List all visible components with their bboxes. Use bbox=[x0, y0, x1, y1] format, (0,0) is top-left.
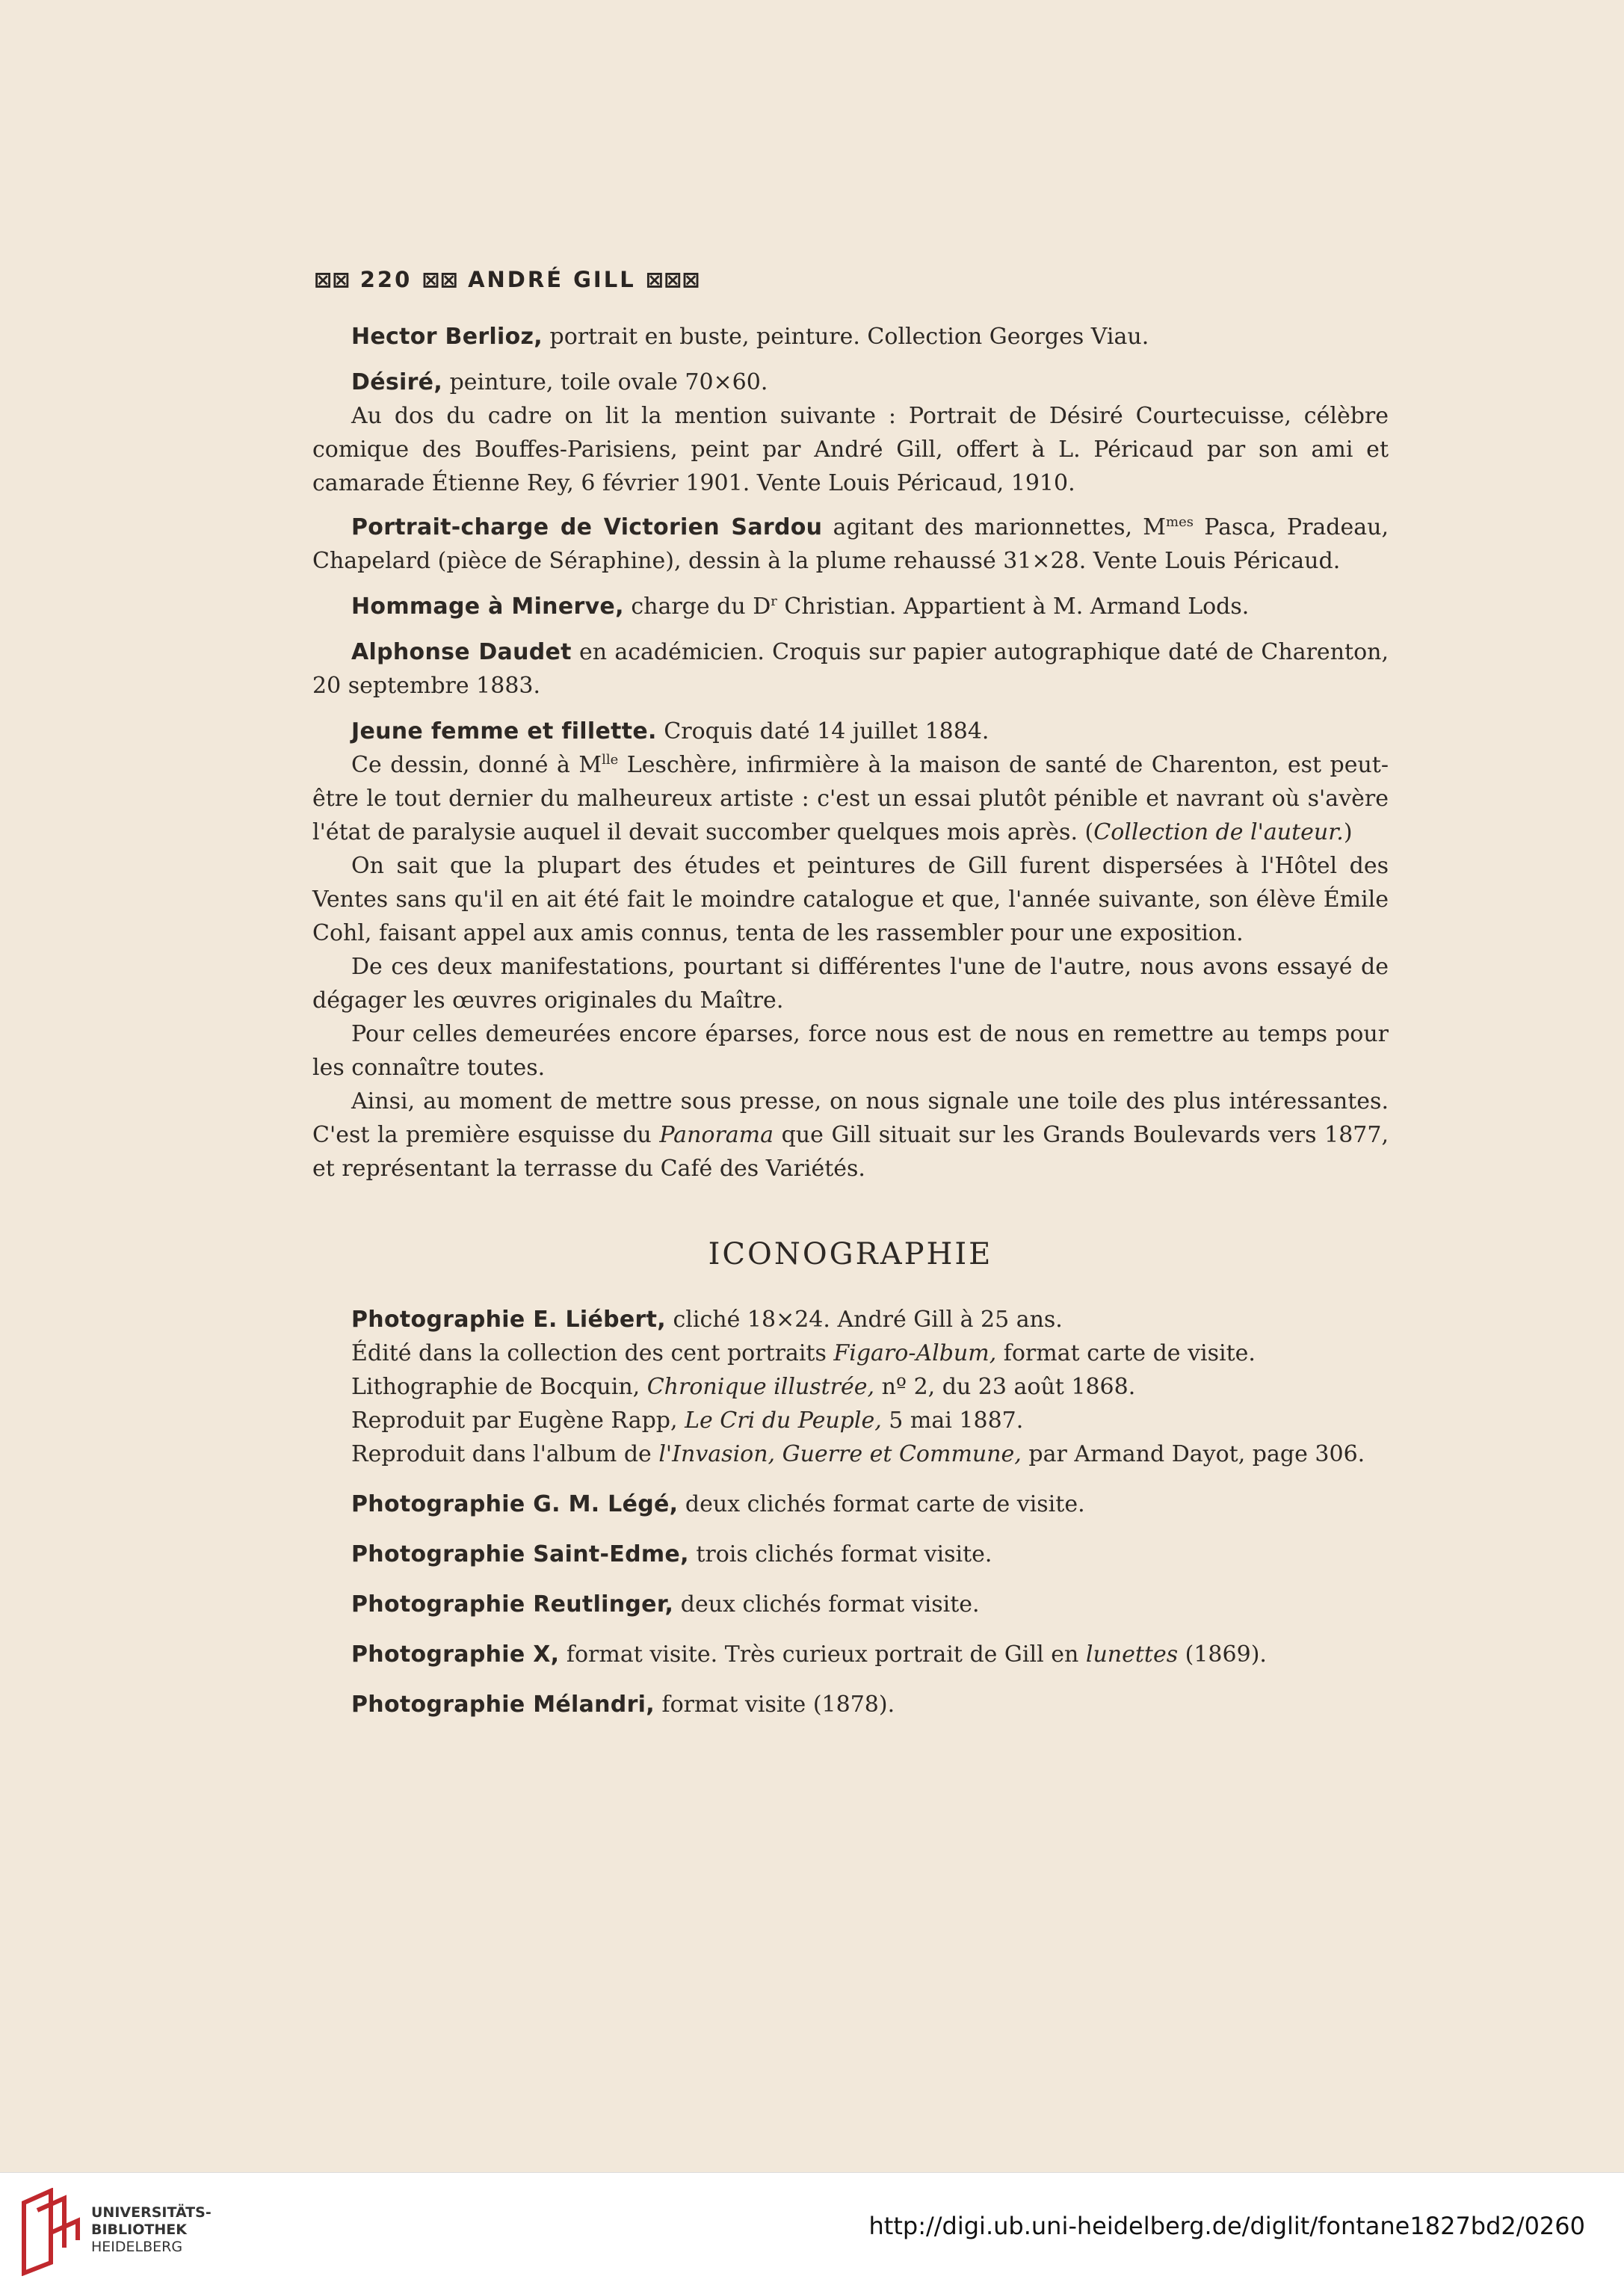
liebert-line: Lithographie de Bocquin, Chronique illustrée, nº 2, du 23 août 1868. bbox=[351, 1374, 1136, 1400]
page-number: 220 bbox=[359, 267, 413, 292]
library-name: UNIVERSITÄTS- BIBLIOTHEK HEIDELBERG bbox=[91, 2204, 212, 2255]
entry-melandri: Photographie Mélandri, format visite (1878). bbox=[351, 1692, 895, 1718]
liebert-line: Édité dans la collection des cent portraits Figaro-Album, format carte de visite. bbox=[351, 1340, 1256, 1366]
entry-x: Photographie X, format visite. Très curieux portrait de Gill en lunettes (1869). bbox=[351, 1641, 1267, 1668]
source-url-link[interactable]: http://digi.ub.uni-heidelberg.de/diglit/fontane1827bd2/0260 bbox=[868, 2212, 1585, 2240]
desire-note: Au dos du cadre on lit la mention suivante : Portrait de Désiré Courtecuisse, célèbre comique des Bouffes-Parisiens, peint par André Gill, offert à L. Péricaud par son ami et camarade Étienne Rey, 6 février 1901. Vente Louis Péricaud, 1910. bbox=[312, 403, 1389, 496]
entry-sardou: Portrait-charge de Victorien Sardou agitant des marionnettes, $M^{mes}$ Pasca, Pradeau, Chapelard (pièce de Séraphine), dessin à la plume rehaussé 31×28. Vente Louis Péricaud. bbox=[312, 514, 1389, 574]
running-head bbox=[314, 267, 700, 292]
entry-berlioz: Hector Berlioz, portrait en buste, peinture. Collection Georges Viau. bbox=[351, 324, 1149, 350]
liebert-line: Reproduit dans l'album de l'Invasion, Guerre et Commune, par Armand Dayot, page 306. bbox=[351, 1441, 1365, 1467]
running-title: ANDRÉ GILL bbox=[468, 267, 636, 292]
paragraph: On sait que la plupart des études et peintures de Gill furent dispersées à l'Hôtel des Ventes sans qu'il en ait été fait le moindre catalogue et que, l'année suivante, son élève Émile Cohl, faisant appel aux amis connus, tenta de les rassembler pour une exposition. bbox=[312, 853, 1389, 946]
entry-liebert: Photographie E. Liébert, cliché 18×24. André Gill à 25 ans. bbox=[351, 1307, 1063, 1333]
entry-reutlinger: Photographie Reutlinger, deux clichés format visite. bbox=[351, 1591, 980, 1618]
paragraph: De ces deux manifestations, pourtant si différentes l'une de l'autre, nous avons essayé de dégager les œuvres originales du Maître. bbox=[312, 954, 1389, 1014]
paragraph: Pour celles demeurées encore éparses, force nous est de nous en remettre au temps pour les connaître toutes. bbox=[312, 1021, 1389, 1081]
liebert-line: Reproduit par Eugène Rapp, Le Cri du Peuple, 5 mai 1887. bbox=[351, 1407, 1024, 1434]
jeune-femme-note: Ce dessin, donné à $M^{lle}$ Leschère, infirmière à la maison de santé de Charenton, est peut-être le tout dernier du malheureux artiste : c'est un essai plutôt pénible et navrant où s'avère l'état de paralysie auquel il devait succomber quelques mois après. (Collection de l'auteur.) bbox=[312, 752, 1389, 845]
section-title: ICONOGRAPHIE bbox=[708, 1237, 993, 1271]
footer-bar bbox=[0, 2172, 1624, 2291]
entry-saint-edme: Photographie Saint-Edme, trois clichés format visite. bbox=[351, 1541, 992, 1567]
page-body bbox=[312, 320, 1389, 1738]
library-logo-icon bbox=[16, 2188, 88, 2276]
entry-lege: Photographie G. M. Légé, deux clichés format carte de visite. bbox=[351, 1491, 1085, 1517]
entry-desire: Désiré, peinture, toile ovale 70×60. bbox=[351, 369, 768, 395]
iconographie-list bbox=[312, 1303, 1389, 1721]
paragraph: Ainsi, au moment de mettre sous presse, on nous signale une toile des plus intéressantes. C'est la première esquisse du Panorama que Gill situait sur les Grands Boulevards vers 1877, et représentant la terrasse du Café des Variétés. bbox=[312, 1088, 1389, 1182]
entry-daudet: Alphonse Daudet en académicien. Croquis sur papier autographique daté de Charenton, 20 septembre 1883. bbox=[312, 639, 1389, 699]
entry-jeune-femme: Jeune femme et fillette. Croquis daté 14 juillet 1884. bbox=[351, 718, 989, 744]
ornament-icon: ⊠⊠ bbox=[422, 267, 458, 292]
ornament-icon: ⊠⊠ bbox=[314, 267, 351, 292]
entry-minerve: Hommage à Minerve, charge du $D^r$ Christian. Appartient à M. Armand Lods. bbox=[351, 593, 1250, 620]
ornament-icon: ⊠⊠⊠ bbox=[645, 267, 700, 292]
